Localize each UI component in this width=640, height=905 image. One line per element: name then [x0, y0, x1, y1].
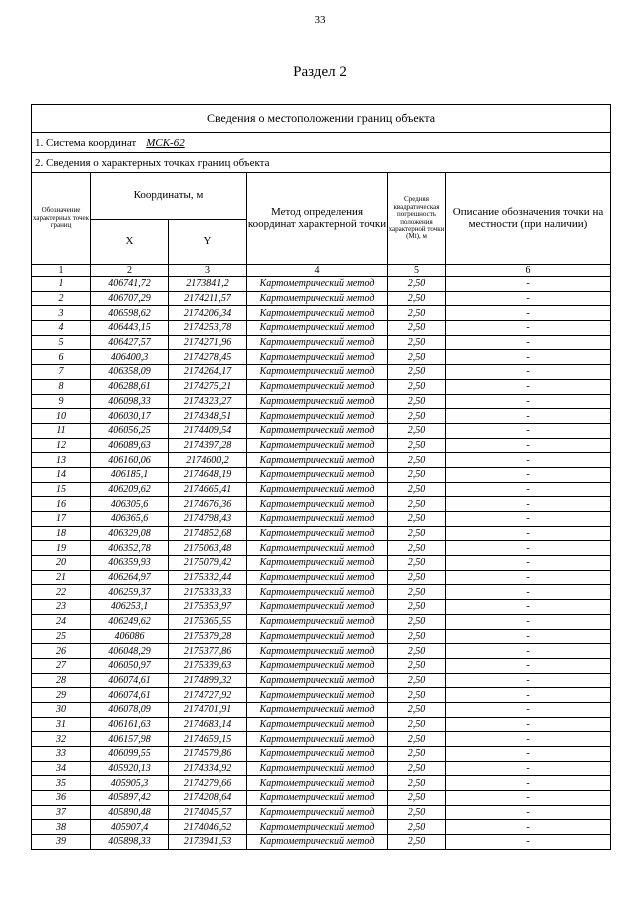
- y-coordinate: 2174701,91: [169, 702, 247, 717]
- error-value: 2,50: [388, 644, 446, 659]
- y-coordinate: 2174211,57: [169, 291, 247, 306]
- y-coordinate: 2175365,55: [169, 614, 247, 629]
- point-number: 16: [32, 497, 91, 512]
- point-number: 27: [32, 658, 91, 673]
- description-cell: -: [446, 512, 611, 527]
- description-cell: -: [446, 688, 611, 703]
- table-row: [32, 820, 611, 835]
- table-row: [32, 482, 611, 497]
- header-description: Описание обозначения точки на местности (при наличии): [446, 173, 611, 265]
- table-title: Сведения о местоположении границ объекта: [32, 105, 611, 133]
- point-number: 8: [32, 379, 91, 394]
- description-cell: -: [446, 761, 611, 776]
- y-coordinate: 2173941,53: [169, 835, 247, 850]
- description-cell: -: [446, 776, 611, 791]
- description-cell: -: [446, 291, 611, 306]
- header-y: Y: [169, 220, 247, 265]
- point-number: 7: [32, 365, 91, 380]
- table-row: [32, 512, 611, 527]
- table-row: [32, 306, 611, 321]
- method-cell: Картометрический метод: [247, 350, 388, 365]
- description-cell: -: [446, 717, 611, 732]
- point-number: 24: [32, 614, 91, 629]
- table-row: [32, 688, 611, 703]
- y-coordinate: 2174271,96: [169, 335, 247, 350]
- description-cell: -: [446, 306, 611, 321]
- error-value: 2,50: [388, 394, 446, 409]
- x-coordinate: 406443,15: [91, 321, 169, 336]
- x-coordinate: 406249,62: [91, 614, 169, 629]
- error-value: 2,50: [388, 291, 446, 306]
- x-coordinate: 406329,08: [91, 526, 169, 541]
- table-row: [32, 747, 611, 762]
- description-cell: -: [446, 365, 611, 380]
- point-number: 19: [32, 541, 91, 556]
- point-rows: [32, 277, 611, 850]
- error-value: 2,50: [388, 776, 446, 791]
- x-coordinate: 406209,62: [91, 482, 169, 497]
- y-coordinate: 2174676,36: [169, 497, 247, 512]
- point-number: 14: [32, 467, 91, 482]
- x-coordinate: 406400,3: [91, 350, 169, 365]
- x-coordinate: 406160,06: [91, 453, 169, 468]
- method-cell: Картометрический метод: [247, 394, 388, 409]
- method-cell: Картометрический метод: [247, 438, 388, 453]
- description-cell: -: [446, 556, 611, 571]
- error-value: 2,50: [388, 467, 446, 482]
- point-number: 22: [32, 585, 91, 600]
- header-error: Средняя квадратическая погрешность положения характерной точки (Mt), м: [388, 173, 446, 265]
- point-number: 36: [32, 791, 91, 806]
- y-coordinate: 2175353,97: [169, 600, 247, 615]
- description-cell: -: [446, 526, 611, 541]
- coordinate-system-row: [32, 133, 611, 153]
- y-coordinate: 2174278,45: [169, 350, 247, 365]
- error-value: 2,50: [388, 791, 446, 806]
- description-cell: -: [446, 321, 611, 336]
- table-row: [32, 438, 611, 453]
- point-number: 2: [32, 291, 91, 306]
- y-coordinate: 2174253,78: [169, 321, 247, 336]
- x-coordinate: 405897,42: [91, 791, 169, 806]
- description-cell: -: [446, 394, 611, 409]
- error-value: 2,50: [388, 497, 446, 512]
- method-cell: Картометрический метод: [247, 306, 388, 321]
- table-row: [32, 702, 611, 717]
- x-coordinate: 406185,1: [91, 467, 169, 482]
- table-row: [32, 409, 611, 424]
- y-coordinate: 2174683,14: [169, 717, 247, 732]
- table-row: [32, 423, 611, 438]
- description-cell: -: [446, 438, 611, 453]
- x-coordinate: 405920,13: [91, 761, 169, 776]
- description-cell: -: [446, 673, 611, 688]
- table-row: [32, 658, 611, 673]
- column-number: 2: [91, 265, 169, 277]
- description-cell: -: [446, 600, 611, 615]
- x-coordinate: 406030,17: [91, 409, 169, 424]
- header-point-designation: Обозначение характерных точек границ: [32, 173, 91, 265]
- error-value: 2,50: [388, 556, 446, 571]
- x-coordinate: 406259,37: [91, 585, 169, 600]
- description-cell: -: [446, 658, 611, 673]
- y-coordinate: 2174648,19: [169, 467, 247, 482]
- description-cell: -: [446, 467, 611, 482]
- table-row: [32, 379, 611, 394]
- method-cell: Картометрический метод: [247, 644, 388, 659]
- description-cell: -: [446, 805, 611, 820]
- x-coordinate: 406359,93: [91, 556, 169, 571]
- column-number: 4: [247, 265, 388, 277]
- description-cell: -: [446, 629, 611, 644]
- point-number: 18: [32, 526, 91, 541]
- point-number: 38: [32, 820, 91, 835]
- y-coordinate: 2175079,42: [169, 556, 247, 571]
- method-cell: Картометрический метод: [247, 467, 388, 482]
- table-row: [32, 614, 611, 629]
- description-cell: -: [446, 702, 611, 717]
- method-cell: Картометрический метод: [247, 629, 388, 644]
- point-number: 6: [32, 350, 91, 365]
- column-number: 5: [388, 265, 446, 277]
- method-cell: Картометрический метод: [247, 717, 388, 732]
- table-row: [32, 600, 611, 615]
- error-value: 2,50: [388, 409, 446, 424]
- y-coordinate: 2174279,66: [169, 776, 247, 791]
- error-value: 2,50: [388, 629, 446, 644]
- error-value: 2,50: [388, 306, 446, 321]
- method-cell: Картометрический метод: [247, 335, 388, 350]
- y-coordinate: 2174397,28: [169, 438, 247, 453]
- description-cell: -: [446, 820, 611, 835]
- x-coordinate: 406598,62: [91, 306, 169, 321]
- y-coordinate: 2174899,32: [169, 673, 247, 688]
- error-value: 2,50: [388, 541, 446, 556]
- method-cell: Картометрический метод: [247, 585, 388, 600]
- y-coordinate: 2174600,2: [169, 453, 247, 468]
- x-coordinate: 406288,61: [91, 379, 169, 394]
- error-value: 2,50: [388, 600, 446, 615]
- error-value: 2,50: [388, 761, 446, 776]
- y-coordinate: 2174348,51: [169, 409, 247, 424]
- table-row: [32, 673, 611, 688]
- point-number: 1: [32, 277, 91, 292]
- x-coordinate: 405890,48: [91, 805, 169, 820]
- table-row: [32, 629, 611, 644]
- y-coordinate: 2174798,43: [169, 512, 247, 527]
- description-cell: -: [446, 747, 611, 762]
- y-coordinate: 2175332,44: [169, 570, 247, 585]
- method-cell: Картометрический метод: [247, 365, 388, 380]
- y-coordinate: 2175063,48: [169, 541, 247, 556]
- point-number: 29: [32, 688, 91, 703]
- y-coordinate: 2174045,57: [169, 805, 247, 820]
- method-cell: Картометрический метод: [247, 747, 388, 762]
- description-cell: -: [446, 614, 611, 629]
- method-cell: Картометрический метод: [247, 600, 388, 615]
- y-coordinate: 2174323,27: [169, 394, 247, 409]
- method-cell: Картометрический метод: [247, 658, 388, 673]
- table-row: [32, 541, 611, 556]
- x-coordinate: 406078,09: [91, 702, 169, 717]
- error-value: 2,50: [388, 702, 446, 717]
- error-value: 2,50: [388, 335, 446, 350]
- x-coordinate: 406264,97: [91, 570, 169, 585]
- x-coordinate: 406086: [91, 629, 169, 644]
- point-number: 35: [32, 776, 91, 791]
- table-row: [32, 321, 611, 336]
- method-cell: Картометрический метод: [247, 321, 388, 336]
- error-value: 2,50: [388, 526, 446, 541]
- error-value: 2,50: [388, 585, 446, 600]
- description-cell: -: [446, 791, 611, 806]
- table-row: [32, 526, 611, 541]
- method-cell: Картометрический метод: [247, 761, 388, 776]
- table-row: [32, 467, 611, 482]
- y-coordinate: 2174659,15: [169, 732, 247, 747]
- table-row: [32, 335, 611, 350]
- x-coordinate: 405905,3: [91, 776, 169, 791]
- description-cell: -: [446, 482, 611, 497]
- section-title: Раздел 2: [293, 64, 347, 80]
- point-number: 30: [32, 702, 91, 717]
- point-number: 10: [32, 409, 91, 424]
- point-number: 17: [32, 512, 91, 527]
- error-value: 2,50: [388, 438, 446, 453]
- description-cell: -: [446, 585, 611, 600]
- error-value: 2,50: [388, 688, 446, 703]
- error-value: 2,50: [388, 365, 446, 380]
- point-number: 21: [32, 570, 91, 585]
- x-coordinate: 406305,6: [91, 497, 169, 512]
- point-number: 25: [32, 629, 91, 644]
- method-cell: Картометрический метод: [247, 379, 388, 394]
- x-coordinate: 406427,57: [91, 335, 169, 350]
- x-coordinate: 406707,29: [91, 291, 169, 306]
- error-value: 2,50: [388, 482, 446, 497]
- description-cell: -: [446, 835, 611, 850]
- table-row: [32, 394, 611, 409]
- method-cell: Картометрический метод: [247, 541, 388, 556]
- table-row: [32, 497, 611, 512]
- point-number: 34: [32, 761, 91, 776]
- table-row: [32, 835, 611, 850]
- table-row: [32, 791, 611, 806]
- method-cell: Картометрический метод: [247, 423, 388, 438]
- error-value: 2,50: [388, 747, 446, 762]
- error-value: 2,50: [388, 379, 446, 394]
- method-cell: Картометрический метод: [247, 277, 388, 292]
- y-coordinate: 2173841,2: [169, 277, 247, 292]
- error-value: 2,50: [388, 570, 446, 585]
- description-cell: -: [446, 570, 611, 585]
- method-cell: Картометрический метод: [247, 409, 388, 424]
- x-coordinate: 406074,61: [91, 688, 169, 703]
- method-cell: Картометрический метод: [247, 791, 388, 806]
- y-coordinate: 2174264,17: [169, 365, 247, 380]
- y-coordinate: 2175377,86: [169, 644, 247, 659]
- point-number: 11: [32, 423, 91, 438]
- method-cell: Картометрический метод: [247, 732, 388, 747]
- boundary-table: [31, 104, 611, 850]
- y-coordinate: 2174409,54: [169, 423, 247, 438]
- point-number: 33: [32, 747, 91, 762]
- description-cell: -: [446, 732, 611, 747]
- x-coordinate: 406365,6: [91, 512, 169, 527]
- method-cell: Картометрический метод: [247, 614, 388, 629]
- method-cell: Картометрический метод: [247, 805, 388, 820]
- description-cell: -: [446, 453, 611, 468]
- point-number: 26: [32, 644, 91, 659]
- header-method: Метод определения координат характерной точки: [247, 173, 388, 265]
- x-coordinate: 406048,29: [91, 644, 169, 659]
- table-row: [32, 570, 611, 585]
- description-cell: -: [446, 409, 611, 424]
- method-cell: Картометрический метод: [247, 512, 388, 527]
- table-row: [32, 776, 611, 791]
- x-coordinate: 406161,63: [91, 717, 169, 732]
- description-cell: -: [446, 497, 611, 512]
- method-cell: Картометрический метод: [247, 291, 388, 306]
- description-cell: -: [446, 350, 611, 365]
- y-coordinate: 2175333,33: [169, 585, 247, 600]
- error-value: 2,50: [388, 614, 446, 629]
- point-number: 15: [32, 482, 91, 497]
- characteristic-points-label: 2. Сведения о характерных точках границ объекта: [32, 153, 611, 173]
- method-cell: Картометрический метод: [247, 556, 388, 571]
- x-coordinate: 406358,09: [91, 365, 169, 380]
- error-value: 2,50: [388, 277, 446, 292]
- point-number: 9: [32, 394, 91, 409]
- table-row: [32, 556, 611, 571]
- table-row: [32, 585, 611, 600]
- y-coordinate: 2174852,68: [169, 526, 247, 541]
- x-coordinate: 406352,78: [91, 541, 169, 556]
- x-coordinate: 406098,33: [91, 394, 169, 409]
- point-number: 20: [32, 556, 91, 571]
- header-x: X: [91, 220, 169, 265]
- error-value: 2,50: [388, 835, 446, 850]
- method-cell: Картометрический метод: [247, 453, 388, 468]
- table-row: [32, 453, 611, 468]
- error-value: 2,50: [388, 350, 446, 365]
- point-number: 12: [32, 438, 91, 453]
- method-cell: Картометрический метод: [247, 702, 388, 717]
- error-value: 2,50: [388, 732, 446, 747]
- coordinate-system-label: 1. Система координат: [35, 136, 137, 149]
- coordinate-system-value: МСК-62: [146, 136, 185, 149]
- method-cell: Картометрический метод: [247, 570, 388, 585]
- x-coordinate: 406074,61: [91, 673, 169, 688]
- description-cell: -: [446, 644, 611, 659]
- y-coordinate: 2175379,28: [169, 629, 247, 644]
- y-coordinate: 2174727,92: [169, 688, 247, 703]
- x-coordinate: 406157,98: [91, 732, 169, 747]
- table-row: [32, 717, 611, 732]
- method-cell: Картометрический метод: [247, 776, 388, 791]
- x-coordinate: 406056,25: [91, 423, 169, 438]
- y-coordinate: 2174665,41: [169, 482, 247, 497]
- x-coordinate: 406050,97: [91, 658, 169, 673]
- error-value: 2,50: [388, 512, 446, 527]
- description-cell: -: [446, 541, 611, 556]
- table-row: [32, 732, 611, 747]
- point-number: 13: [32, 453, 91, 468]
- error-value: 2,50: [388, 321, 446, 336]
- point-number: 4: [32, 321, 91, 336]
- y-coordinate: 2174208,64: [169, 791, 247, 806]
- method-cell: Картометрический метод: [247, 497, 388, 512]
- error-value: 2,50: [388, 805, 446, 820]
- error-value: 2,50: [388, 423, 446, 438]
- table-row: [32, 365, 611, 380]
- table-row: [32, 277, 611, 292]
- point-number: 31: [32, 717, 91, 732]
- table-row: [32, 805, 611, 820]
- y-coordinate: 2175339,63: [169, 658, 247, 673]
- column-number: 6: [446, 265, 611, 277]
- table-row: [32, 350, 611, 365]
- point-number: 37: [32, 805, 91, 820]
- method-cell: Картометрический метод: [247, 673, 388, 688]
- method-cell: Картометрический метод: [247, 688, 388, 703]
- y-coordinate: 2174579,86: [169, 747, 247, 762]
- x-coordinate: 405898,33: [91, 835, 169, 850]
- method-cell: Картометрический метод: [247, 526, 388, 541]
- table-row: [32, 761, 611, 776]
- y-coordinate: 2174046,52: [169, 820, 247, 835]
- method-cell: Картометрический метод: [247, 820, 388, 835]
- description-cell: -: [446, 379, 611, 394]
- column-number: 1: [32, 265, 91, 277]
- y-coordinate: 2174275,21: [169, 379, 247, 394]
- description-cell: -: [446, 335, 611, 350]
- x-coordinate: 406741,72: [91, 277, 169, 292]
- method-cell: Картометрический метод: [247, 482, 388, 497]
- point-number: 32: [32, 732, 91, 747]
- error-value: 2,50: [388, 673, 446, 688]
- point-number: 23: [32, 600, 91, 615]
- y-coordinate: 2174334,92: [169, 761, 247, 776]
- y-coordinate: 2174206,34: [169, 306, 247, 321]
- column-number: 3: [169, 265, 247, 277]
- x-coordinate: 406253,1: [91, 600, 169, 615]
- table-row: [32, 644, 611, 659]
- error-value: 2,50: [388, 820, 446, 835]
- header-coordinates: Координаты, м: [91, 173, 247, 220]
- point-number: 39: [32, 835, 91, 850]
- page-number: 33: [314, 14, 326, 26]
- table-row: [32, 291, 611, 306]
- description-cell: -: [446, 423, 611, 438]
- x-coordinate: 406099,55: [91, 747, 169, 762]
- point-number: 28: [32, 673, 91, 688]
- point-number: 3: [32, 306, 91, 321]
- error-value: 2,50: [388, 658, 446, 673]
- error-value: 2,50: [388, 453, 446, 468]
- point-number: 5: [32, 335, 91, 350]
- method-cell: Картометрический метод: [247, 835, 388, 850]
- description-cell: -: [446, 277, 611, 292]
- x-coordinate: 405907,4: [91, 820, 169, 835]
- error-value: 2,50: [388, 717, 446, 732]
- x-coordinate: 406089,63: [91, 438, 169, 453]
